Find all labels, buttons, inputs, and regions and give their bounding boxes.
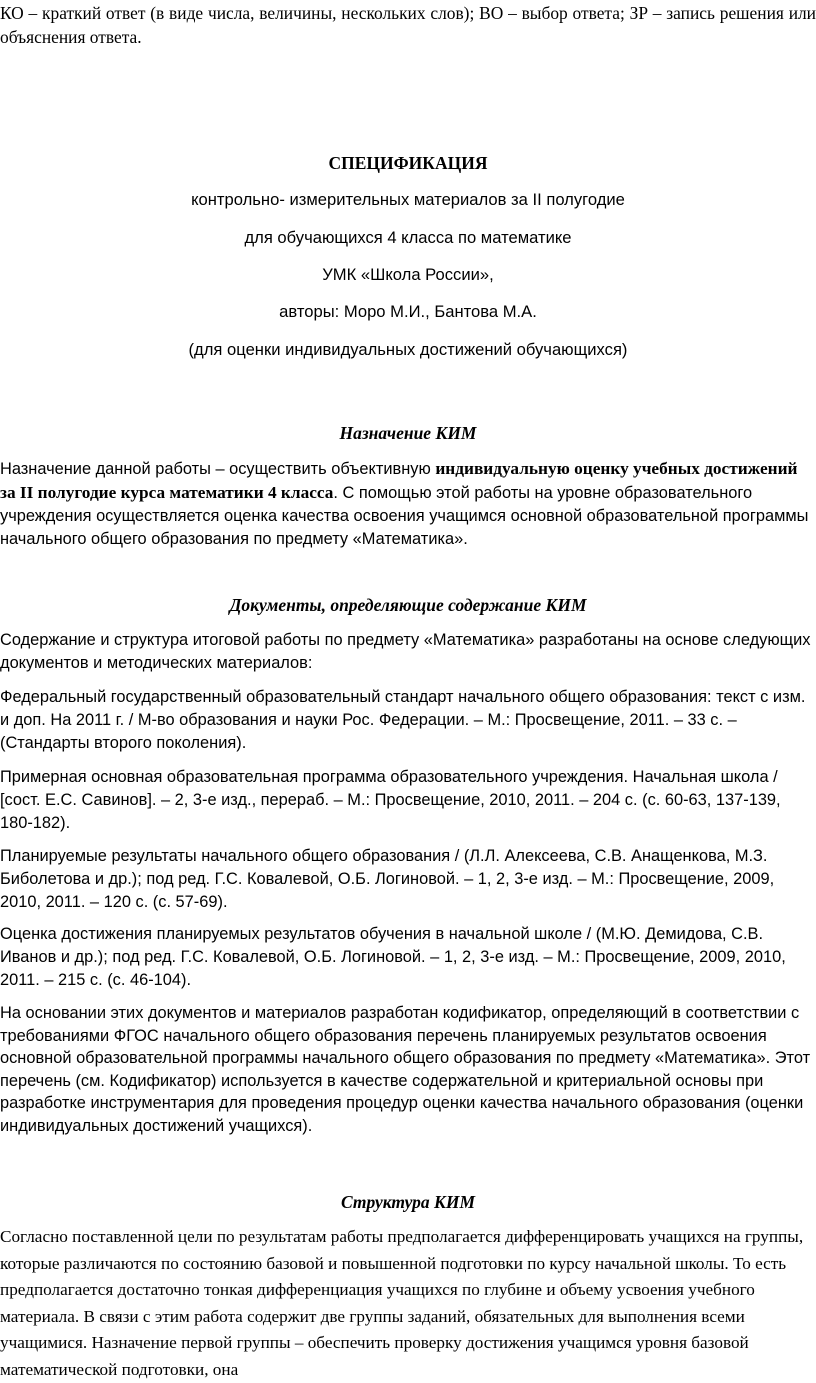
spec-line-4: авторы: Моро М.И., Бантова М.А. [279,302,537,321]
structure-paragraph: Согласно поставленной цели по результатам работы предполагается дифференцировать учащихся на группы, которые различаются по состоянию базовой и повышенной подготовки по курсу начальной школы. То есть предполагается достаточно тонкая дифференциация учащихся по глубине и объему усвоения учебного материала. В связи с этим работа содержит две группы заданий, обязательных для выполнения всеми учащимися. Назначение первой группы – обеспечить проверку достижения учащимся уровня базовой математической подготовки, она [0,1227,804,1379]
document-item: Планируемые результаты начального общего образования / (Л.Л. Алексеева, С.В. Анащенкова, М.З. Биболетова и др.); под ред. Г.С. Ковалевой, О.Б. Логиновой. – 1, 2, 3-е изд. – М.: Просвещение, 2009, 2010, 2011. – 120 с. (с. 57-69). [0,847,775,911]
spec-title: СПЕЦИФИКАЦИЯ [328,153,488,173]
spec-line-2: для обучающихся 4 класса по математике [244,228,572,247]
purpose-text-start: Назначение данной работы – осуществить объективную [0,460,436,478]
spec-line-1: контрольно- измерительных материалов за II полугодие [191,190,625,209]
purpose-paragraph [0,457,816,551]
document-item: Федеральный государственный образовательный стандарт начального общего образования: текст с изм. и доп. На 2011 г. / М-во образования и науки Рос. Федерации. – М.: Просвещение, 2011. – 33 с. – (Стандарты второго поколения). [0,688,806,752]
spec-line-5: (для оценки индивидуальных достижений обучающихся) [188,340,628,359]
purpose-text-end: . С помощью этой работы на уровне образовательного учреждения осуществляется оценка качества освоения учащимся основной образовательной программы начального общего образования по предмету «Математика». [0,484,809,548]
documents-heading: Документы, определяющие содержание КИМ [229,595,587,615]
spec-line-3: УМК «Школа России», [322,265,494,284]
documents-conclusion: На основании этих документов и материалов разработан кодификатор, определяющий в соответствии с требованиями ФГОС начального общего образования перечень планируемых результатов освоения основной образовательной программы начального общего образования по предмету «Математика». Этот перечень (см. Кодификатор) используется в качестве содержательной и критериальной основы при разработке инструментария для проведения процедур оценки качества начального образования (оценки индивидуальных достижений учащихся). [0,1004,811,1135]
purpose-text-bold: индивидуальную оценку учебных достижений за II полугодие курса математики 4 класса [0,459,798,502]
structure-heading: Структура КИМ [340,1192,476,1212]
documents-intro: Содержание и структура итоговой работы по предмету «Математика» разработаны на основе следующих документов и методических материалов: [0,631,811,672]
abbreviations-note: КО – краткий ответ (в виде числа, величины, нескольких слов); ВО – выбор ответа; ЗР – запись решения или объяснения ответа. [0,3,816,47]
document-item: Примерная основная образовательная программа образовательного учреждения. Начальная школа / [сост. Е.С. Савинов]. – 2, 3-е изд., перераб. – М.: Просвещение, 2010, 2011. – 204 с. (с. 60-63, 137-139, 180-182). [0,768,781,832]
purpose-heading: Назначение КИМ [339,423,477,443]
document-item: Оценка достижения планируемых результатов обучения в начальной школе / (М.Ю. Демидова, С.В. Иванов и др.); под ред. Г.С. Ковалевой, О.Б. Логиновой. – 1, 2, 3-е изд. – М.: Просвещение, 2009, 2010, 2011. – 215 с. (с. 46-104). [0,925,786,989]
